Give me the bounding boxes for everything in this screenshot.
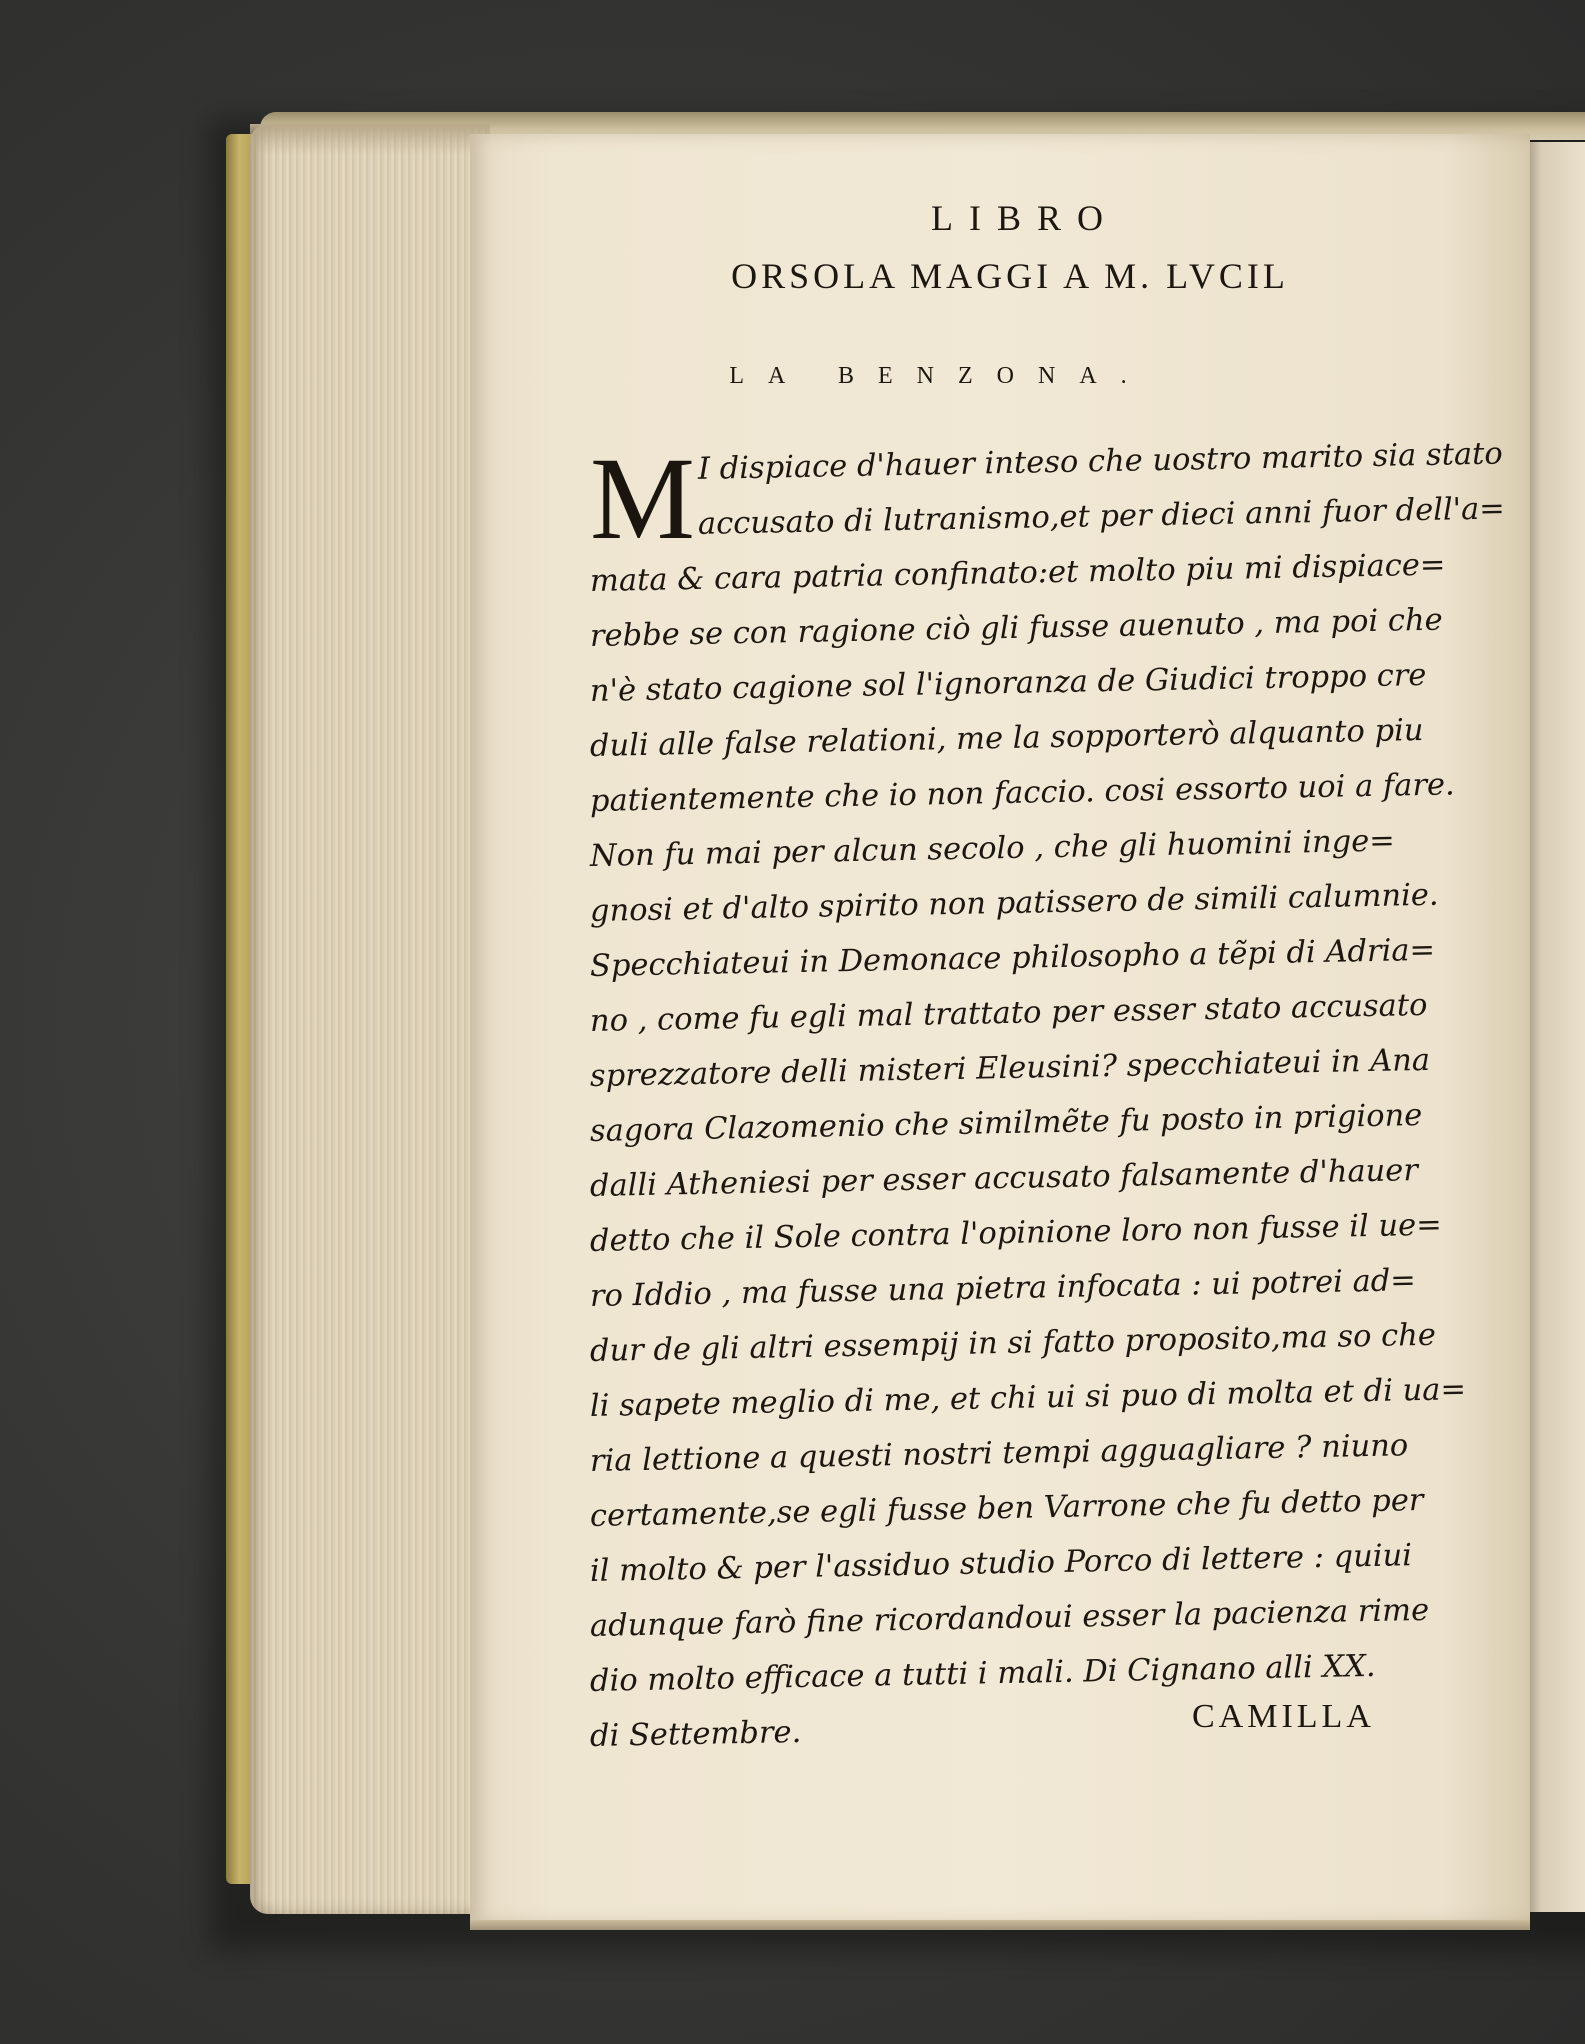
text-line: rebbe se con ragione ciò gli fusse auenuto , ma poi che xyxy=(589,602,1443,654)
letter-heading: ORSOLA MAGGI A M. LVCIL xyxy=(731,256,1289,296)
book-bottom-edge xyxy=(470,1920,1530,1930)
text-line: sprezzatore delli misteri Eleusini? specchiateui in Ana xyxy=(589,1042,1431,1094)
text-line: certamente,se egli fusse ben Varrone che fu detto per xyxy=(589,1483,1424,1534)
text-line: gnosi et d'alto spirito non patissero de simili calumnie. xyxy=(589,877,1439,929)
running-head: LIBRO xyxy=(931,198,1119,238)
text-line: dur de gli altri essempij in si fatto proposito,ma so che xyxy=(589,1317,1437,1369)
text-line: detto che il Sole contra l'opinione loro non fusse il ue= xyxy=(589,1207,1443,1259)
text-line: di Settembre. xyxy=(589,1714,802,1754)
text-line: n'è stato cagione sol l'ignoranza de Giudici troppo cre xyxy=(589,657,1427,709)
text-line: li sapete meglio di me, et chi ui si puo di molta et di ua= xyxy=(589,1372,1467,1424)
text-line: il molto & per l'assiduo studio Porco di lettere : quiui xyxy=(589,1538,1413,1589)
text-line: dalli Atheniesi per esser accusato falsamente d'hauer xyxy=(589,1153,1419,1204)
text-line: mata & cara patria confinato:et molto piu mi dispiace= xyxy=(589,547,1446,599)
letter-body xyxy=(589,433,1506,1764)
text-line: no , come fu egli mal trattato per esser stato accusato xyxy=(589,987,1428,1039)
text-line: adunque farò fine ricordandoui esser la pacienza rime xyxy=(589,1592,1430,1644)
catchword: CAMILLA xyxy=(1192,1698,1375,1735)
text-line: dio molto efficace a tutti i mali. Di Cignano alli XX. xyxy=(589,1648,1376,1699)
text-line: duli alle false relationi, me la sopporterò alquanto piu xyxy=(589,713,1424,764)
text-line: ria lettione a questi nostri tempi agguagliare ? niuno xyxy=(589,1428,1409,1479)
text-line: Specchiateui in Demonace philosopho a tẽpi di Adria= xyxy=(589,932,1436,984)
text-line: sagora Clazomenio che similmẽte fu posto in prigione xyxy=(589,1098,1423,1149)
text-line: patientemente che io non faccio. cosi essorto uoi a fare. xyxy=(589,767,1456,819)
letter-heading-sub: LA BENZONA. xyxy=(729,363,1151,389)
text-line: accusato di lutranismo,et per dieci anni fuor dell'a= xyxy=(697,491,1506,542)
drop-cap: M xyxy=(590,433,695,564)
text-line: Non fu mai per alcun secolo , che gli huomini inge= xyxy=(589,823,1396,874)
page-text xyxy=(589,198,1506,1764)
text-line: I dispiace d'hauer inteso che uostro marito sia stato xyxy=(697,436,1504,487)
page-stack xyxy=(250,124,490,1914)
text-line: ro Iddio , ma fusse una pietra infocata : ui potrei ad= xyxy=(589,1263,1417,1314)
